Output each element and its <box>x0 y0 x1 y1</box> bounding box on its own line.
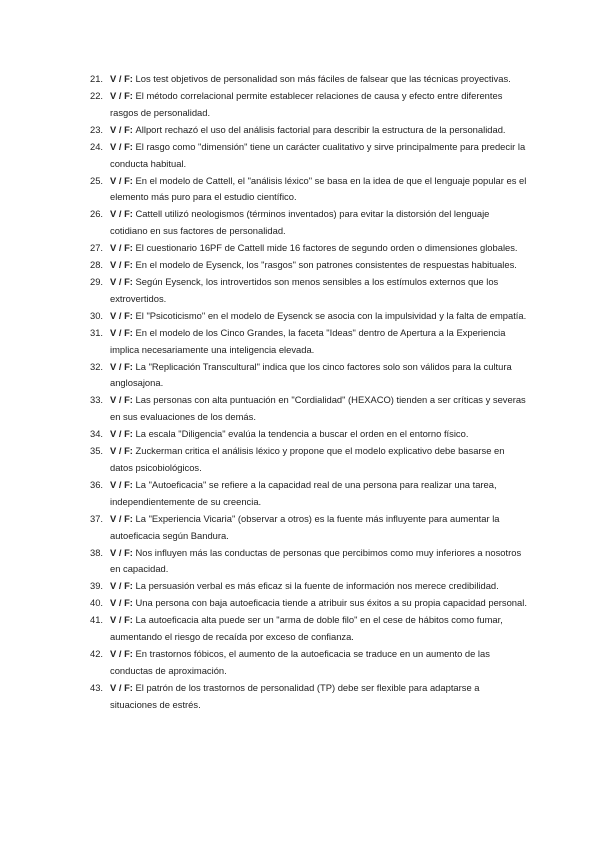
question-marker: V / F: <box>110 580 136 592</box>
question-text: En el modelo de Cattell, el "análisis léxico" se basa en la idea de que el lenguaje popular es el elemento más puro para el estudio científico. <box>110 174 527 203</box>
question-marker: V / F: <box>110 242 136 254</box>
question-item <box>90 240 528 257</box>
question-number: 26. <box>90 208 104 220</box>
question-item <box>90 257 528 274</box>
question-text: El patrón de los trastornos de personalidad (TP) debe ser flexible para adaptarse a situaciones de estrés. <box>110 681 480 710</box>
question-number: 21. <box>90 73 104 84</box>
question-text: La persuasión verbal es más eficaz si la fuente de información nos merece credibilidad. <box>135 580 499 592</box>
question-number: 31. <box>90 326 104 338</box>
question-item <box>90 122 528 139</box>
question-marker: V / F: <box>110 394 136 406</box>
question-text: En el modelo de Eysenck, los "rasgos" son patrones consistentes de respuestas habituales. <box>135 259 517 271</box>
question-item <box>90 274 528 308</box>
question-marker: V / F: <box>110 276 136 288</box>
question-item <box>90 511 528 545</box>
question-text: La escala "Diligencia" evalúa la tendencia a buscar el orden en el entorno físico. <box>135 428 469 440</box>
question-number: 40. <box>90 597 104 609</box>
question-number: 35. <box>90 445 104 457</box>
question-text: Una persona con baja autoeficacia tiende a atribuir sus éxitos a su propia capacidad personal. <box>135 597 527 609</box>
question-item <box>90 680 528 714</box>
question-number: 29. <box>90 276 104 288</box>
question-marker: V / F: <box>110 73 136 84</box>
question-text: El método correlacional permite establecer relaciones de causa y efecto entre diferentes rasgos de personalidad. <box>110 89 503 118</box>
question-item <box>90 359 528 393</box>
question-item <box>90 646 528 680</box>
question-text: Las personas con alta puntuación en "Cordialidad" (HEXACO) tienden a ser críticas y severas en sus evaluaciones de los demás. <box>110 394 526 423</box>
question-text: Nos influyen más las conductas de personas que percibimos como muy inferiores a nosotros en capacidad. <box>110 546 522 575</box>
question-marker: V / F: <box>110 546 136 558</box>
question-item <box>90 206 528 240</box>
question-marker: V / F: <box>110 360 136 372</box>
question-number: 37. <box>90 512 104 524</box>
question-marker: V / F: <box>110 428 136 440</box>
question-number: 36. <box>90 478 104 490</box>
question-number: 28. <box>90 259 104 271</box>
question-marker: V / F: <box>110 140 136 152</box>
question-number: 33. <box>90 394 104 406</box>
question-item <box>90 88 528 122</box>
question-text: En trastornos fóbicos, el aumento de la autoeficacia se traduce en un aumento de las conductas de aproximación. <box>110 648 490 676</box>
question-item <box>90 595 528 612</box>
question-item <box>90 578 528 595</box>
question-item <box>90 325 528 359</box>
question-marker: V / F: <box>110 648 136 660</box>
question-marker: V / F: <box>110 445 136 457</box>
question-text: Cattell utilizó neologismos (términos inventados) para evitar la distorsión del lenguaje cotidiano en sus factores de personalidad. <box>110 208 490 237</box>
question-number: 25. <box>90 174 104 186</box>
question-text: Zuckerman critica el análisis léxico y propone que el modelo explicativo debe basarse en datos psicobiológicos. <box>110 445 505 473</box>
question-number: 27. <box>90 242 104 254</box>
question-item <box>90 545 528 579</box>
question-text: Según Eysenck, los introvertidos son menos sensibles a los estímulos externos que los extrovertidos. <box>110 276 499 304</box>
question-item <box>90 308 528 325</box>
question-marker: V / F: <box>110 614 136 626</box>
question-list <box>90 71 528 713</box>
question-marker: V / F: <box>110 174 136 186</box>
question-number: 38. <box>90 546 104 558</box>
question-text: El rasgo como "dimensión" tiene un carácter cualitativo y sirve principalmente para predecir la conducta habitual. <box>110 140 526 169</box>
question-text: Allport rechazó el uso del análisis factorial para describir la estructura de la personalidad. <box>135 123 506 135</box>
question-item <box>90 477 528 511</box>
question-text: La autoeficacia alta puede ser un "arma de doble filo" en el cese de hábitos como fumar, aumentando el riesgo de recaída por exceso de confianza. <box>110 614 503 643</box>
question-text: En el modelo de los Cinco Grandes, la faceta "Ideas" dentro de Apertura a la Experiencia implica necesariamente una inteligencia elevada. <box>110 326 506 355</box>
question-marker: V / F: <box>110 208 136 220</box>
question-marker: V / F: <box>110 326 136 338</box>
question-number: 23. <box>90 123 104 135</box>
question-number: 30. <box>90 309 104 321</box>
question-text: El cuestionario 16PF de Cattell mide 16 factores de segundo orden o dimensiones globales. <box>135 242 518 254</box>
question-marker: V / F: <box>110 309 136 321</box>
question-number: 42. <box>90 648 104 660</box>
question-number: 41. <box>90 614 104 626</box>
question-marker: V / F: <box>110 123 136 135</box>
question-text: La "Autoeficacia" se refiere a la capacidad real de una persona para realizar una tarea, independientemente de su creencia. <box>110 478 497 507</box>
question-item <box>90 612 528 646</box>
question-marker: V / F: <box>110 597 136 609</box>
question-item <box>90 443 528 477</box>
question-item <box>90 71 528 88</box>
question-number: 43. <box>90 681 104 693</box>
question-marker: V / F: <box>110 478 136 490</box>
question-marker: V / F: <box>110 681 136 693</box>
question-marker: V / F: <box>110 512 136 524</box>
question-item <box>90 426 528 443</box>
question-number: 22. <box>90 89 104 101</box>
question-number: 32. <box>90 360 104 372</box>
question-text: La "Experiencia Vicaria" (observar a otros) es la fuente más influyente para aumentar la autoeficacia según Bandura. <box>110 512 500 541</box>
question-item <box>90 392 528 426</box>
question-item <box>90 139 528 173</box>
question-number: 34. <box>90 428 104 440</box>
question-marker: V / F: <box>110 89 136 101</box>
question-marker: V / F: <box>110 259 136 271</box>
question-item <box>90 173 528 207</box>
question-number: 39. <box>90 580 104 592</box>
question-text: El "Psicoticismo" en el modelo de Eysenck se asocia con la impulsividad y la falta de empatía. <box>135 309 527 321</box>
question-number: 24. <box>90 140 104 152</box>
question-text: La "Replicación Transcultural" indica que los cinco factores solo son válidos para la cultura anglosajona. <box>110 360 512 389</box>
question-text: Los test objetivos de personalidad son más fáciles de falsear que las técnicas proyectivas. <box>135 73 511 84</box>
